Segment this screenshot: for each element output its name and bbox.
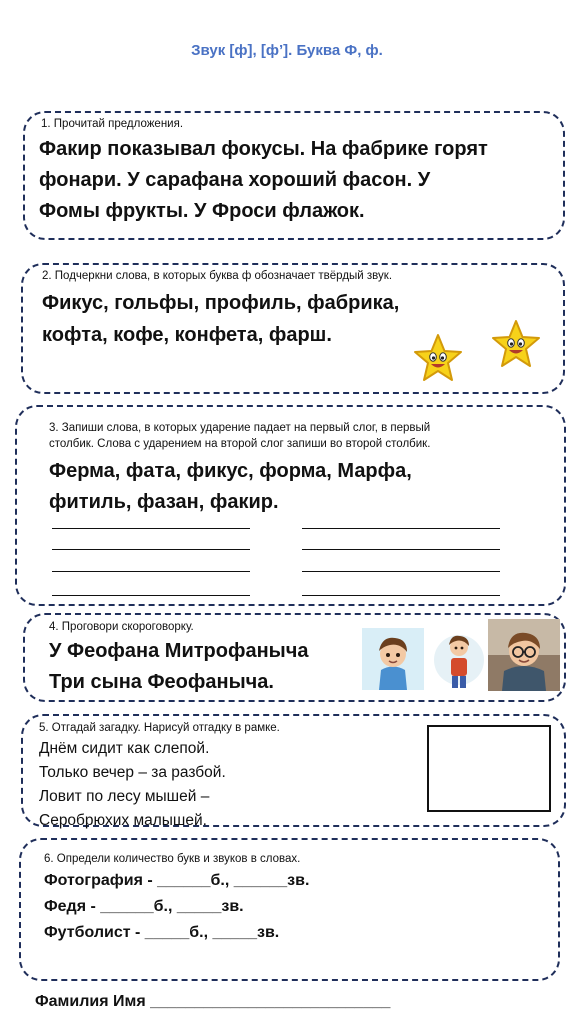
task-4-instruction: 4. Проговори скороговорку. bbox=[49, 621, 194, 633]
boy-icon bbox=[433, 626, 485, 692]
drawing-frame[interactable] bbox=[427, 725, 551, 812]
answer-line[interactable] bbox=[302, 571, 500, 572]
answer-line[interactable] bbox=[52, 595, 250, 596]
task-4-line-1: У Феофана Митрофаныча bbox=[49, 640, 309, 662]
answer-line[interactable] bbox=[52, 549, 250, 550]
task-1-line-1: Факир показывал фокусы. На фабрике горят bbox=[39, 138, 488, 160]
task-6-line-2: Федя - ______б., _____зв. bbox=[44, 898, 244, 915]
answer-line[interactable] bbox=[302, 549, 500, 550]
task-3-instruction-line-1: 3. Запиши слова, в которых ударение падает на первый слог, в первый bbox=[49, 422, 431, 434]
task-2-line-1: Фикус, гольфы, профиль, фабрика, bbox=[42, 292, 400, 314]
task-2-instruction: 2. Подчеркни слова, в которых буква ф обозначает твёрдый звук. bbox=[42, 270, 393, 282]
boy-with-glasses-icon bbox=[488, 619, 560, 691]
task-4-line-2: Три сына Феофаныча. bbox=[49, 671, 274, 693]
riddle-line-1: Днём сидит как слепой. bbox=[39, 740, 210, 757]
task-2-line-2: кофта, кофе, конфета, фарш. bbox=[42, 324, 332, 346]
task-6-line-1: Фотография - ______б., ______зв. bbox=[44, 872, 310, 889]
answer-line[interactable] bbox=[52, 571, 250, 572]
riddle-line-3: Ловит по лесу мышей – bbox=[39, 788, 210, 805]
star-face-icon bbox=[412, 333, 464, 385]
answer-line[interactable] bbox=[302, 595, 500, 596]
task-3-line-1: Ферма, фата, фикус, форма, Марфа, bbox=[49, 460, 412, 482]
name-line[interactable]: Фамилия Имя ___________________________ bbox=[35, 993, 391, 1010]
answer-line[interactable] bbox=[302, 528, 500, 529]
star-face-icon bbox=[490, 319, 542, 371]
task-3-line-2: фитиль, фазан, факир. bbox=[49, 491, 279, 513]
task-3-instruction-line-2: столбик. Слова с ударением на второй слог запиши во второй столбик. bbox=[49, 438, 431, 450]
task-6-instruction: 6. Определи количество букв и звуков в словах. bbox=[44, 853, 301, 865]
riddle-line-2: Только вечер – за разбой. bbox=[39, 764, 226, 781]
task-1-line-3: Фомы фрукты. У Фроси флажок. bbox=[39, 200, 365, 222]
page-title: Звук [ф], [ф’]. Буква Ф, ф. bbox=[191, 42, 383, 59]
task-1-line-2: фонари. У сарафана хороший фасон. У bbox=[39, 169, 431, 191]
boy-icon bbox=[362, 628, 424, 690]
riddle-line-4: Серобрюхих малышей. bbox=[39, 812, 207, 829]
task-1-instruction: 1. Прочитай предложения. bbox=[41, 118, 184, 130]
answer-line[interactable] bbox=[52, 528, 250, 529]
task-6-line-3: Футболист - _____б., _____зв. bbox=[44, 924, 280, 941]
task-5-instruction: 5. Отгадай загадку. Нарисуй отгадку в рамке. bbox=[39, 722, 280, 734]
